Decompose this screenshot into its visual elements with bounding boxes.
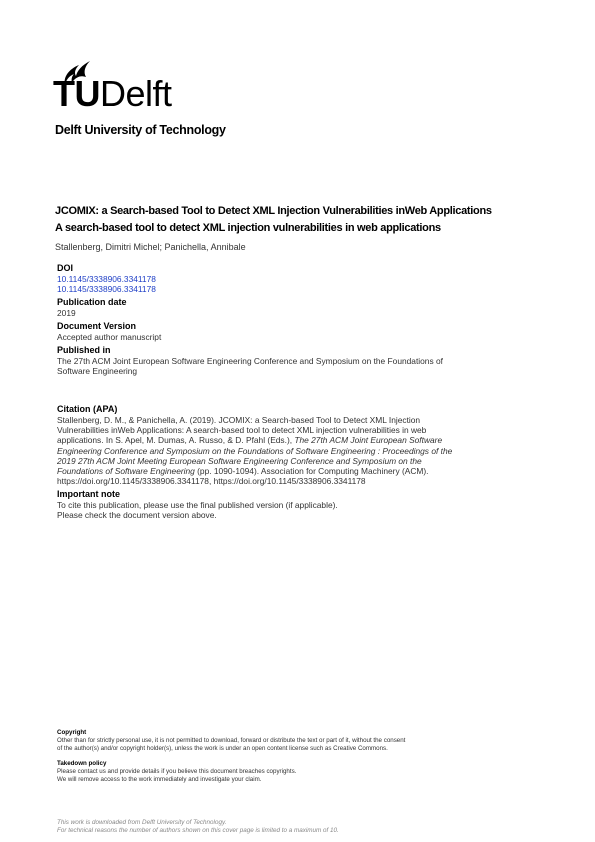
citation-line-6-italic: Foundations of Software Engineering [57, 466, 195, 477]
copyright-line-1: Other than for strictly personal use, it is not permitted to download, forward or distribute the text or part of it, without the consent [57, 737, 406, 744]
citation-line-5-italic: 2019 27th ACM Joint Meeting European Software Engineering Conference and Symposium on the [57, 455, 422, 466]
logo-wordmark [53, 75, 172, 113]
citation-text [57, 415, 537, 486]
document-version-label: Document Version [57, 321, 137, 331]
takedown-label: Takedown policy [57, 760, 107, 767]
citation-line-3-plain: applications. In S. Apel, M. Dumas, A. Russo, & D. Pfahl (Eds.), [57, 435, 295, 446]
citation-line-6 [57, 466, 537, 476]
copyright-label: Copyright [57, 729, 87, 736]
publication-date-value: 2019 [57, 308, 76, 318]
publication-date-label: Publication date [57, 297, 127, 307]
logo-tu: TU [53, 73, 100, 114]
authors: Stallenberg, Dimitri Michel; Panichella, Annibale [55, 242, 246, 252]
citation-line-3-italic: The 27th ACM Joint European Software [294, 435, 443, 446]
citation-label: Citation (APA) [57, 404, 118, 414]
footer-line-1: This work is downloaded from Delft University of Technology. [57, 819, 227, 826]
citation-line-5 [57, 456, 537, 466]
document-version-value: Accepted author manuscript [57, 332, 162, 342]
citation-line-1: Stallenberg, D. M., & Panichella, A. (2019). JCOMIX: a Search-based Tool to Detect XML Injection [57, 415, 421, 425]
document-subtitle: A search-based tool to detect XML injection vulnerabilities in web applications [55, 222, 441, 234]
logo-delft: Delft [100, 73, 172, 114]
published-in-line-1: The 27th ACM Joint European Software Engineering Conference and Symposium on the Foundations of [57, 356, 443, 366]
published-in-label: Published in [57, 345, 111, 355]
takedown-line-1: Please contact us and provide details if you believe this document breaches copyrights. [57, 768, 297, 775]
doi-link-1[interactable]: 10.1145/3338906.3341178 [57, 274, 156, 284]
important-note-line-2: Please check the document version above. [57, 510, 217, 520]
citation-line-7: https://doi.org/10.1145/3338906.3341178, https://doi.org/10.1145/3338906.3341178 [57, 476, 366, 487]
copyright-line-2: of the author(s) and/or copyright holder(s), unless the work is under an open content license such as Creative Commons. [57, 745, 388, 752]
document-title: JCOMIX: a Search-based Tool to Detect XML Injection Vulnerabilities inWeb Applications [55, 205, 492, 217]
important-note-label: Important note [57, 489, 120, 499]
citation-line-6-plain: (pp. 1090-1094). Association for Computing Machinery (ACM). [194, 466, 429, 477]
takedown-line-2: We will remove access to the work immediately and investigate your claim. [57, 776, 262, 783]
citation-line-3 [57, 435, 537, 445]
published-in-line-2: Software Engineering [57, 366, 138, 376]
citation-line-4 [57, 446, 537, 456]
doi-label: DOI [57, 263, 74, 273]
citation-line-4-italic: Engineering Conference and Symposium on the Foundations of Software Engineering : Proceedings of the [57, 445, 453, 456]
doi-link-2[interactable]: 10.1145/3338906.3341178 [57, 284, 156, 294]
footer-line-2: For technical reasons the number of authors shown on this cover page is limited to a maximum of 10. [57, 827, 339, 834]
important-note-line-1: To cite this publication, please use the final published version (if applicable). [57, 500, 338, 510]
citation-line-2: Vulnerabilities inWeb Applications: A search-based tool to detect XML injection vulnerabilities in web [57, 425, 427, 436]
tu-delft-logo [53, 55, 203, 117]
organization-name: Delft University of Technology [55, 123, 226, 137]
